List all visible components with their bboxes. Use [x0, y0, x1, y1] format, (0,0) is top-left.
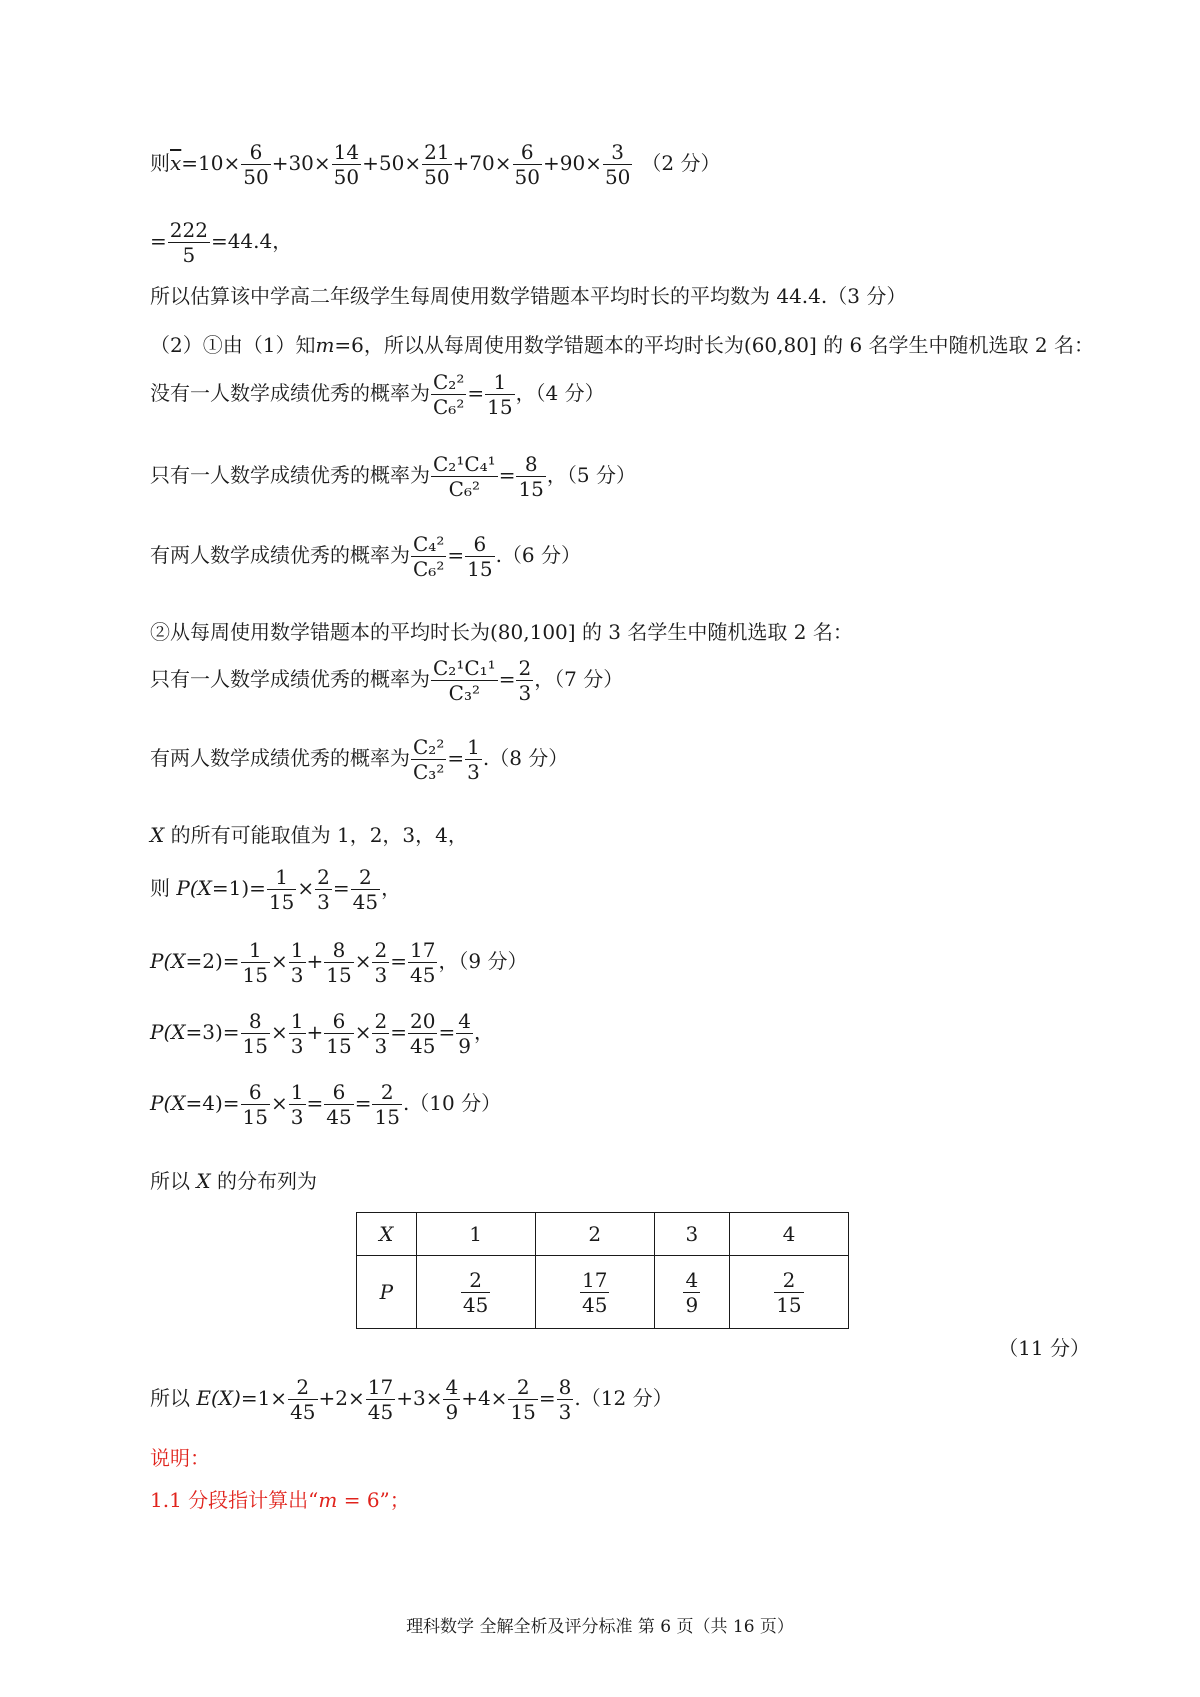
x-values-line: X 的所有可能取值为 1，2，3，4， [150, 823, 468, 847]
fraction: $\frac{4}{9}$ [445, 1375, 459, 1424]
table-header-cell: 2 [535, 1213, 654, 1256]
fraction: $\frac{21}{50}$ [424, 140, 450, 189]
fraction: $\frac{6}{15}$ [242, 1080, 268, 1129]
fraction: $\frac{\text{C₂²}}{\text{C₃²}}$ [413, 735, 445, 784]
fraction: $\frac{8}{15}$ [242, 1009, 268, 1058]
fraction: $\frac{8}{15}$ [518, 452, 544, 501]
fraction: $\frac{2}{45}$ [290, 1375, 316, 1424]
distribution-table [356, 1212, 849, 1329]
px1-line: 则 P(X=1)= $\frac{1}{15}$ × $\frac{2}{3}$ = $\frac{2}{45}$ ， [150, 865, 402, 914]
expectation-line: 所以 E(X)=1× $\frac{2}{45}$ +2× $\frac{17}{45}$ +3× $\frac{4}{9}$ +4× $\frac{2}{15}$ = $\frac{8}{3}$ .（12 分） [150, 1375, 673, 1424]
table-label-cell: P [357, 1256, 417, 1329]
table-row [357, 1256, 849, 1329]
fraction: $\frac{3}{50}$ [604, 140, 631, 189]
prob-one-line-2: 只有一人数学成绩优秀的概率为 $\frac{\text{C₂¹C₁¹}}{\text{C₃²}}$ = $\frac{2}{3}$ ，（7 分） [150, 656, 624, 705]
fraction: $\frac{222}{5}$ [169, 218, 208, 267]
table-header-cell: 1 [416, 1213, 535, 1256]
px3-line: P(X=3)= $\frac{8}{15}$ × $\frac{1}{3}$ + $\frac{6}{15}$ × $\frac{2}{3}$ = $\frac{20}{45}$ = $\frac{4}{9}$ ， [150, 1009, 494, 1058]
fraction: $\frac{2}{3}$ [374, 938, 388, 987]
prob-one-line: 只有一人数学成绩优秀的概率为 $\frac{\text{C₂¹C₄¹}}{\text{C₆²}}$ = $\frac{8}{15}$ ，（5 分） [150, 452, 636, 501]
prob-none-line: 没有一人数学成绩优秀的概率为 $\frac{\text{C₂²}}{\text{C₆²}}$ = $\frac{1}{15}$ ，（4 分） [150, 370, 605, 419]
mean-formula-line: 则$\overline{x}=10\times$ $\frac{6}{50}$ +30× $\frac{14}{50}$ +50× $\frac{21}{50}$ +70× $\frac{6}{50}$ +90× $\frac{3}{50}$ （2 分） [150, 140, 721, 189]
prob-two-line: 有两人数学成绩优秀的概率为 $\frac{\text{C₄²}}{\text{C₆²}}$ = $\frac{6}{15}$ .（6 分） [150, 532, 582, 581]
fraction: $\frac{2}{3}$ [374, 1009, 388, 1058]
fraction: $\frac{20}{45}$ [409, 1009, 436, 1058]
table-row [357, 1213, 849, 1256]
fraction: $\frac{6}{50}$ [514, 140, 540, 189]
fraction: $\frac{4}{9}$ [458, 1009, 471, 1058]
fraction: $\frac{1}{3}$ [290, 1009, 304, 1058]
px2-line: P(X=2)= $\frac{1}{15}$ × $\frac{1}{3}$ + $\frac{8}{15}$ × $\frac{2}{3}$ = $\frac{17}{45}$ ，（9 分） [150, 938, 528, 987]
table-cell: $\frac{17}{45}$ [535, 1256, 654, 1329]
px4-line: P(X=4)= $\frac{6}{15}$ × $\frac{1}{3}$ = $\frac{6}{45}$ = $\frac{2}{15}$ .（10 分） [150, 1080, 502, 1129]
fraction: $\frac{14}{50}$ [333, 140, 360, 189]
mean-result-line: = $\frac{222}{5}$ =44.4， [150, 218, 293, 267]
fraction: $\frac{\text{C₂¹C₄¹}}{\text{C₆²}}$ [433, 452, 496, 501]
part-2-intro: （2）①由（1）知m=6，所以从每周使用数学错题本的平均时长为(60,80] 的 6 名学生中随机选取 2 名： [150, 333, 1095, 357]
fraction: $\frac{8}{15}$ [326, 938, 352, 987]
note-item-1: 1.1 分段指计算出“m = 6”； [150, 1488, 410, 1512]
distribution-intro: 所以 X 的分布列为 [150, 1169, 317, 1193]
fraction: $\frac{2}{3}$ [518, 656, 532, 705]
table-header-cell: 3 [654, 1213, 729, 1256]
fraction: $\frac{2}{45}$ [352, 865, 379, 914]
table-cell: $\frac{2}{15}$ [729, 1256, 848, 1329]
fraction: $\frac{2}{3}$ [317, 865, 330, 914]
note-title: 说明： [150, 1446, 210, 1470]
fraction: $\frac{8}{3}$ [558, 1375, 572, 1424]
fraction: $\frac{1}{3}$ [467, 735, 480, 784]
fraction: $\frac{6}{15}$ [326, 1009, 352, 1058]
fraction: $\frac{2}{15}$ [374, 1080, 400, 1129]
fraction: $\frac{1}{15}$ [487, 370, 513, 419]
fraction: $\frac{\text{C₄²}}{\text{C₆²}}$ [413, 532, 445, 581]
fraction: $\frac{\text{C₂²}}{\text{C₆²}}$ [433, 370, 465, 419]
fraction: $\frac{6}{50}$ [243, 140, 269, 189]
part-2-sub2-intro: ②从每周使用数学错题本的平均时长为(80,100] 的 3 名学生中随机选取 2 名： [150, 620, 853, 644]
table-header-cell: X [357, 1213, 417, 1256]
mean-conclusion: 所以估算该中学高二年级学生每周使用数学错题本平均时长的平均数为 44.4.（3 分） [150, 284, 907, 308]
fraction: $\frac{6}{15}$ [467, 532, 493, 581]
fraction: $\frac{1}{3}$ [290, 1080, 304, 1129]
fraction: $\frac{6}{45}$ [326, 1080, 352, 1129]
fraction: $\frac{1}{3}$ [290, 938, 304, 987]
table-cell: $\frac{2}{45}$ [416, 1256, 535, 1329]
page-footer: 理科数学 全解全析及评分标准 第 6 页（共 16 页） [406, 1617, 794, 1637]
prob-two-line-2: 有两人数学成绩优秀的概率为 $\frac{\text{C₂²}}{\text{C₃²}}$ = $\frac{1}{3}$ .（8 分） [150, 735, 569, 784]
score-mark: （11 分） [998, 1336, 1090, 1360]
fraction: $\frac{1}{15}$ [268, 865, 295, 914]
fraction: $\frac{17}{45}$ [409, 938, 436, 987]
table-header-cell: 4 [729, 1213, 848, 1256]
fraction: $\frac{\text{C₂¹C₁¹}}{\text{C₃²}}$ [433, 656, 496, 705]
fraction: $\frac{17}{45}$ [367, 1375, 394, 1424]
fraction: $\frac{1}{15}$ [242, 938, 268, 987]
table-cell: $\frac{4}{9}$ [654, 1256, 729, 1329]
fraction: $\frac{2}{15}$ [510, 1375, 536, 1424]
